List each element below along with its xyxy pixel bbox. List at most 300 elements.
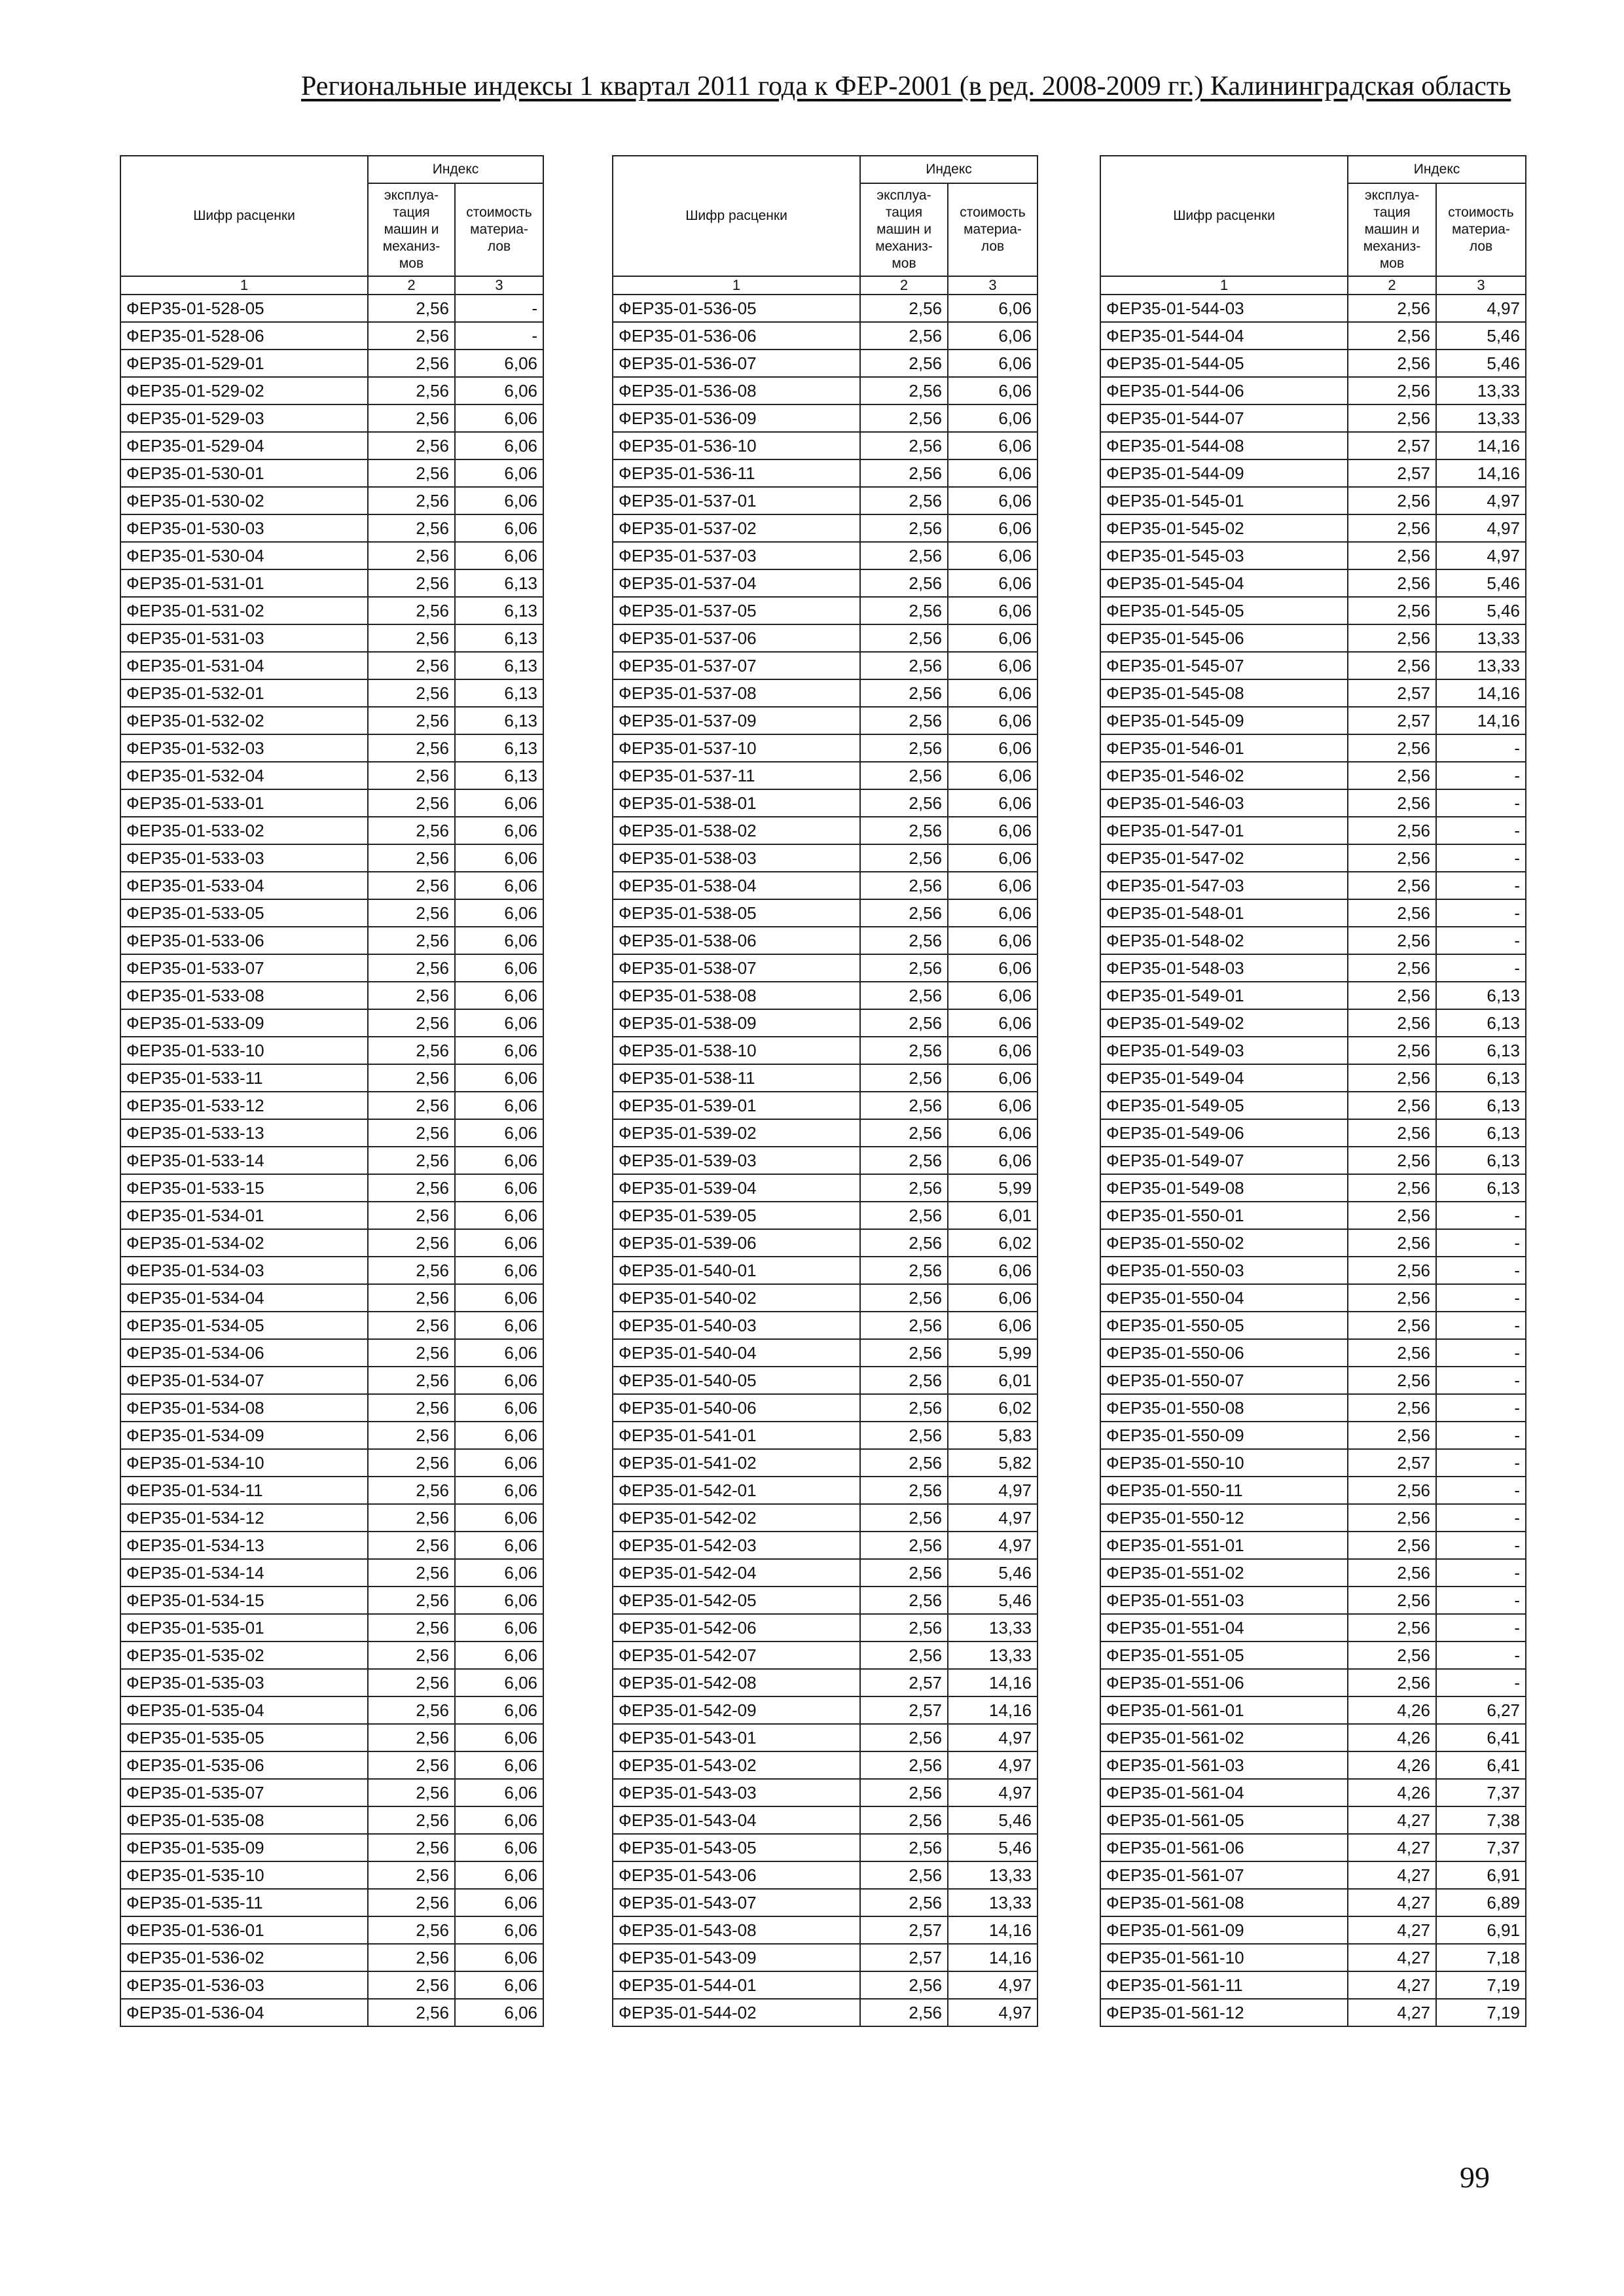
machines-index-cell: 2,56 <box>368 350 455 377</box>
materials-index-cell: 6,06 <box>455 1971 543 1999</box>
materials-index-cell: 4,97 <box>948 1779 1038 1806</box>
table-body <box>120 295 543 2026</box>
rate-code-cell: ФЕР35-01-539-05 <box>613 1202 860 1229</box>
table-row <box>613 707 1038 734</box>
header-materials: стоимость материа-лов <box>455 183 543 276</box>
header-col-number: 2 <box>368 276 455 295</box>
materials-index-cell: 6,06 <box>455 1751 543 1779</box>
machines-index-cell: 2,56 <box>1348 1037 1436 1064</box>
table-row <box>120 1834 543 1861</box>
materials-index-cell: 14,16 <box>1436 459 1526 487</box>
table-row <box>1100 817 1526 844</box>
materials-index-cell: 14,16 <box>1436 679 1526 707</box>
rate-code-cell: ФЕР35-01-536-07 <box>613 350 860 377</box>
machines-index-cell: 2,56 <box>860 1724 948 1751</box>
table-row <box>120 1916 543 1944</box>
table-row <box>120 652 543 679</box>
table-row <box>613 1834 1038 1861</box>
rate-code-cell: ФЕР35-01-535-10 <box>120 1861 368 1889</box>
materials-index-cell: 6,06 <box>455 817 543 844</box>
machines-index-cell: 2,56 <box>368 1119 455 1147</box>
rate-code-cell: ФЕР35-01-547-03 <box>1100 872 1348 899</box>
rate-code-cell: ФЕР35-01-542-04 <box>613 1559 860 1587</box>
rate-code-cell: ФЕР35-01-541-01 <box>613 1422 860 1449</box>
materials-index-cell: 6,06 <box>948 569 1038 597</box>
table-row <box>120 817 543 844</box>
header-materials: стоимость материа-лов <box>1436 183 1526 276</box>
rate-code-cell: ФЕР35-01-551-03 <box>1100 1587 1348 1614</box>
header-col-number: 2 <box>1348 276 1436 295</box>
machines-index-cell: 2,56 <box>1348 295 1436 322</box>
materials-index-cell: 4,97 <box>1436 514 1526 542</box>
rate-code-cell: ФЕР35-01-542-05 <box>613 1587 860 1614</box>
machines-index-cell: 4,27 <box>1348 1999 1436 2026</box>
table-row <box>120 1889 543 1916</box>
table-row <box>1100 1559 1526 1587</box>
rate-code-cell: ФЕР35-01-545-02 <box>1100 514 1348 542</box>
rate-code-cell: ФЕР35-01-542-09 <box>613 1696 860 1724</box>
rate-code-cell: ФЕР35-01-535-11 <box>120 1889 368 1916</box>
header-machines: эксплуа-тация машин и механиз-мов <box>860 183 948 276</box>
rate-code-cell: ФЕР35-01-536-03 <box>120 1971 368 1999</box>
table-row <box>120 872 543 899</box>
materials-index-cell: 6,06 <box>455 432 543 459</box>
machines-index-cell: 2,56 <box>860 679 948 707</box>
materials-index-cell: 6,41 <box>1436 1751 1526 1779</box>
materials-index-cell: 4,97 <box>948 1751 1038 1779</box>
rate-code-cell: ФЕР35-01-544-05 <box>1100 350 1348 377</box>
machines-index-cell: 2,56 <box>368 1916 455 1944</box>
machines-index-cell: 2,56 <box>860 377 948 404</box>
materials-index-cell: 6,06 <box>455 514 543 542</box>
materials-index-cell: - <box>1436 1532 1526 1559</box>
table-row <box>1100 377 1526 404</box>
table-row <box>613 404 1038 432</box>
materials-index-cell: 5,83 <box>948 1422 1038 1449</box>
machines-index-cell: 2,56 <box>368 569 455 597</box>
machines-index-cell: 2,56 <box>860 1009 948 1037</box>
materials-index-cell: 6,06 <box>455 844 543 872</box>
materials-index-cell: 6,06 <box>455 1889 543 1916</box>
rate-code-cell: ФЕР35-01-531-04 <box>120 652 368 679</box>
materials-index-cell: 6,13 <box>455 597 543 624</box>
rate-code-cell: ФЕР35-01-534-14 <box>120 1559 368 1587</box>
machines-index-cell: 2,56 <box>368 432 455 459</box>
rate-code-cell: ФЕР35-01-533-05 <box>120 899 368 927</box>
materials-index-cell: - <box>1436 1504 1526 1532</box>
table-row <box>613 817 1038 844</box>
table-row <box>1100 1064 1526 1092</box>
machines-index-cell: 2,56 <box>860 1092 948 1119</box>
machines-index-cell: 2,56 <box>368 1147 455 1174</box>
machines-index-cell: 2,56 <box>1348 1202 1436 1229</box>
rate-code-cell: ФЕР35-01-538-11 <box>613 1064 860 1092</box>
table-row <box>120 1944 543 1971</box>
rate-code-cell: ФЕР35-01-540-01 <box>613 1257 860 1284</box>
machines-index-cell: 4,27 <box>1348 1806 1436 1834</box>
machines-index-cell: 2,56 <box>368 1944 455 1971</box>
table-row <box>1100 487 1526 514</box>
machines-index-cell: 2,56 <box>860 624 948 652</box>
table-row <box>613 1202 1038 1229</box>
rate-code-cell: ФЕР35-01-534-15 <box>120 1587 368 1614</box>
rate-code-cell: ФЕР35-01-536-09 <box>613 404 860 432</box>
materials-index-cell: 6,06 <box>455 1367 543 1394</box>
machines-index-cell: 2,56 <box>1348 1422 1436 1449</box>
machines-index-cell: 2,56 <box>860 1641 948 1669</box>
index-table-3 <box>1100 155 1526 2027</box>
table-row <box>1100 1779 1526 1806</box>
machines-index-cell: 2,56 <box>368 652 455 679</box>
rate-code-cell: ФЕР35-01-538-05 <box>613 899 860 927</box>
table-row <box>1100 1009 1526 1037</box>
materials-index-cell: 6,06 <box>455 1284 543 1312</box>
rate-code-cell: ФЕР35-01-545-04 <box>1100 569 1348 597</box>
rate-code-cell: ФЕР35-01-539-04 <box>613 1174 860 1202</box>
machines-index-cell: 2,56 <box>1348 1532 1436 1559</box>
machines-index-cell: 2,56 <box>1348 514 1436 542</box>
materials-index-cell: 6,13 <box>455 679 543 707</box>
table-row <box>613 1751 1038 1779</box>
materials-index-cell: 6,06 <box>455 872 543 899</box>
materials-index-cell: 7,19 <box>1436 1999 1526 2026</box>
table-row <box>1100 295 1526 322</box>
table-row <box>613 1312 1038 1339</box>
rate-code-cell: ФЕР35-01-561-06 <box>1100 1834 1348 1861</box>
table-row <box>1100 734 1526 762</box>
materials-index-cell: 6,01 <box>948 1202 1038 1229</box>
machines-index-cell: 2,57 <box>1348 459 1436 487</box>
rate-code-cell: ФЕР35-01-533-10 <box>120 1037 368 1064</box>
materials-index-cell: - <box>1436 1257 1526 1284</box>
materials-index-cell: 6,06 <box>455 789 543 817</box>
rate-code-cell: ФЕР35-01-543-02 <box>613 1751 860 1779</box>
materials-index-cell: 6,06 <box>455 982 543 1009</box>
table-row <box>1100 1147 1526 1174</box>
table-row <box>613 1614 1038 1641</box>
materials-index-cell: - <box>1436 954 1526 982</box>
materials-index-cell: 14,16 <box>1436 707 1526 734</box>
rate-code-cell: ФЕР35-01-538-04 <box>613 872 860 899</box>
rate-code-cell: ФЕР35-01-561-03 <box>1100 1751 1348 1779</box>
rate-code-cell: ФЕР35-01-535-03 <box>120 1669 368 1696</box>
machines-index-cell: 2,56 <box>860 1477 948 1504</box>
materials-index-cell: 6,06 <box>455 1174 543 1202</box>
rate-code-cell: ФЕР35-01-531-01 <box>120 569 368 597</box>
materials-index-cell: 6,06 <box>948 597 1038 624</box>
rate-code-cell: ФЕР35-01-534-02 <box>120 1229 368 1257</box>
rate-code-cell: ФЕР35-01-547-01 <box>1100 817 1348 844</box>
table-row <box>1100 1394 1526 1422</box>
machines-index-cell: 2,57 <box>860 1696 948 1724</box>
machines-index-cell: 2,57 <box>1348 1449 1436 1477</box>
table-row <box>120 1257 543 1284</box>
table-row <box>1100 569 1526 597</box>
materials-index-cell: 6,06 <box>455 1257 543 1284</box>
rate-code-cell: ФЕР35-01-537-02 <box>613 514 860 542</box>
machines-index-cell: 2,56 <box>368 789 455 817</box>
table-row <box>1100 1119 1526 1147</box>
machines-index-cell: 2,56 <box>860 1834 948 1861</box>
machines-index-cell: 4,27 <box>1348 1889 1436 1916</box>
materials-index-cell: 14,16 <box>948 1944 1038 1971</box>
machines-index-cell: 2,57 <box>1348 679 1436 707</box>
materials-index-cell: 13,33 <box>1436 652 1526 679</box>
machines-index-cell: 2,56 <box>1348 322 1436 350</box>
table-row <box>1100 1916 1526 1944</box>
machines-index-cell: 2,56 <box>368 1971 455 1999</box>
machines-index-cell: 2,56 <box>1348 1147 1436 1174</box>
table-row <box>613 679 1038 707</box>
machines-index-cell: 2,56 <box>368 707 455 734</box>
rate-code-cell: ФЕР35-01-561-09 <box>1100 1916 1348 1944</box>
table-row <box>1100 1696 1526 1724</box>
machines-index-cell: 2,56 <box>1348 487 1436 514</box>
rate-code-cell: ФЕР35-01-542-07 <box>613 1641 860 1669</box>
materials-index-cell: 6,13 <box>455 652 543 679</box>
rate-code-cell: ФЕР35-01-547-02 <box>1100 844 1348 872</box>
table-row <box>1100 927 1526 954</box>
table-row <box>613 1229 1038 1257</box>
materials-index-cell: 6,13 <box>455 734 543 762</box>
machines-index-cell: 2,56 <box>860 1312 948 1339</box>
machines-index-cell: 2,56 <box>860 1257 948 1284</box>
rate-code-cell: ФЕР35-01-537-10 <box>613 734 860 762</box>
machines-index-cell: 2,56 <box>368 1174 455 1202</box>
machines-index-cell: 2,56 <box>860 404 948 432</box>
rate-code-cell: ФЕР35-01-537-08 <box>613 679 860 707</box>
table-row <box>120 1422 543 1449</box>
materials-index-cell: 6,13 <box>1436 1174 1526 1202</box>
machines-index-cell: 2,56 <box>1348 1614 1436 1641</box>
materials-index-cell: 6,13 <box>1436 1147 1526 1174</box>
machines-index-cell: 2,56 <box>368 1339 455 1367</box>
rate-code-cell: ФЕР35-01-538-03 <box>613 844 860 872</box>
materials-index-cell: 5,46 <box>1436 569 1526 597</box>
machines-index-cell: 2,56 <box>860 459 948 487</box>
rate-code-cell: ФЕР35-01-543-04 <box>613 1806 860 1834</box>
rate-code-cell: ФЕР35-01-540-03 <box>613 1312 860 1339</box>
table-row <box>613 954 1038 982</box>
materials-index-cell: 6,06 <box>948 459 1038 487</box>
rate-code-cell: ФЕР35-01-551-02 <box>1100 1559 1348 1587</box>
header-col-number: 3 <box>455 276 543 295</box>
materials-index-cell: 6,06 <box>455 1916 543 1944</box>
header-col-number: 2 <box>860 276 948 295</box>
machines-index-cell: 2,56 <box>1348 1009 1436 1037</box>
rate-code-cell: ФЕР35-01-561-01 <box>1100 1696 1348 1724</box>
table-row <box>1100 954 1526 982</box>
machines-index-cell: 2,56 <box>368 844 455 872</box>
materials-index-cell: 6,06 <box>455 1806 543 1834</box>
table-row <box>1100 872 1526 899</box>
machines-index-cell: 2,56 <box>860 1587 948 1614</box>
materials-index-cell: 6,06 <box>948 514 1038 542</box>
materials-index-cell: 6,91 <box>1436 1916 1526 1944</box>
table-row <box>120 1504 543 1532</box>
machines-index-cell: 2,56 <box>368 1779 455 1806</box>
materials-index-cell: 6,06 <box>455 1641 543 1669</box>
header-machines: эксплуа-тация машин и механиз-мов <box>368 183 455 276</box>
table-row <box>613 1504 1038 1532</box>
materials-index-cell: - <box>1436 1641 1526 1669</box>
machines-index-cell: 2,56 <box>860 954 948 982</box>
materials-index-cell: - <box>1436 1367 1526 1394</box>
machines-index-cell: 4,27 <box>1348 1861 1436 1889</box>
machines-index-cell: 2,56 <box>368 295 455 322</box>
materials-index-cell: - <box>1436 927 1526 954</box>
machines-index-cell: 2,56 <box>1348 982 1436 1009</box>
materials-index-cell: 6,89 <box>1436 1889 1526 1916</box>
machines-index-cell: 2,56 <box>860 1174 948 1202</box>
rate-code-cell: ФЕР35-01-534-09 <box>120 1422 368 1449</box>
table-row <box>613 1422 1038 1449</box>
materials-index-cell: 5,46 <box>948 1834 1038 1861</box>
machines-index-cell: 2,56 <box>860 1394 948 1422</box>
materials-index-cell: 6,06 <box>455 1202 543 1229</box>
materials-index-cell: 6,06 <box>455 1092 543 1119</box>
materials-index-cell: 6,06 <box>948 762 1038 789</box>
machines-index-cell: 2,56 <box>1348 927 1436 954</box>
materials-index-cell: - <box>1436 1202 1526 1229</box>
machines-index-cell: 2,56 <box>860 1806 948 1834</box>
machines-index-cell: 2,56 <box>1348 899 1436 927</box>
machines-index-cell: 2,56 <box>1348 844 1436 872</box>
table-row <box>1100 1669 1526 1696</box>
table-row <box>613 1009 1038 1037</box>
rate-code-cell: ФЕР35-01-533-11 <box>120 1064 368 1092</box>
rate-code-cell: ФЕР35-01-540-06 <box>613 1394 860 1422</box>
materials-index-cell: 6,06 <box>455 459 543 487</box>
rate-code-cell: ФЕР35-01-551-06 <box>1100 1669 1348 1696</box>
materials-index-cell: 4,97 <box>1436 542 1526 569</box>
rate-code-cell: ФЕР35-01-533-04 <box>120 872 368 899</box>
materials-index-cell: - <box>455 322 543 350</box>
materials-index-cell: - <box>1436 1229 1526 1257</box>
table-row <box>120 542 543 569</box>
materials-index-cell: 6,06 <box>455 1312 543 1339</box>
machines-index-cell: 2,56 <box>368 1064 455 1092</box>
materials-index-cell: 13,33 <box>948 1614 1038 1641</box>
materials-index-cell: 6,06 <box>455 1147 543 1174</box>
rate-code-cell: ФЕР35-01-545-07 <box>1100 652 1348 679</box>
rate-code-cell: ФЕР35-01-545-08 <box>1100 679 1348 707</box>
materials-index-cell: 6,06 <box>948 1064 1038 1092</box>
rate-code-cell: ФЕР35-01-532-03 <box>120 734 368 762</box>
materials-index-cell: - <box>1436 844 1526 872</box>
materials-index-cell: - <box>1436 1614 1526 1641</box>
table-row <box>120 1449 543 1477</box>
rate-code-cell: ФЕР35-01-533-07 <box>120 954 368 982</box>
machines-index-cell: 2,56 <box>368 1229 455 1257</box>
materials-index-cell: 6,41 <box>1436 1724 1526 1751</box>
table-row <box>120 1202 543 1229</box>
machines-index-cell: 2,56 <box>1348 1587 1436 1614</box>
table-row <box>613 377 1038 404</box>
machines-index-cell: 2,56 <box>860 1064 948 1092</box>
machines-index-cell: 2,56 <box>860 542 948 569</box>
table-row <box>613 1284 1038 1312</box>
materials-index-cell: 6,06 <box>455 377 543 404</box>
table-row <box>120 1229 543 1257</box>
materials-index-cell: 4,97 <box>948 1532 1038 1559</box>
table-row <box>613 1889 1038 1916</box>
header-col-number: 3 <box>948 276 1038 295</box>
table-row <box>1100 1367 1526 1394</box>
header-col-number: 1 <box>1100 276 1348 295</box>
table-row <box>120 844 543 872</box>
machines-index-cell: 2,56 <box>1348 652 1436 679</box>
table-row <box>613 1559 1038 1587</box>
table-row <box>120 1312 543 1339</box>
table-row <box>120 1532 543 1559</box>
table-row <box>1100 432 1526 459</box>
table-row <box>120 1669 543 1696</box>
table-row <box>613 652 1038 679</box>
table-row <box>120 1119 543 1147</box>
table-row <box>613 1971 1038 1999</box>
machines-index-cell: 2,56 <box>860 1119 948 1147</box>
rate-code-cell: ФЕР35-01-538-10 <box>613 1037 860 1064</box>
rate-code-cell: ФЕР35-01-561-08 <box>1100 1889 1348 1916</box>
table-row <box>613 542 1038 569</box>
machines-index-cell: 2,56 <box>860 982 948 1009</box>
table-row <box>1100 459 1526 487</box>
materials-index-cell: 6,06 <box>455 350 543 377</box>
table-row <box>613 844 1038 872</box>
materials-index-cell: 6,06 <box>455 1587 543 1614</box>
table-row <box>120 1174 543 1202</box>
rate-code-cell: ФЕР35-01-533-03 <box>120 844 368 872</box>
machines-index-cell: 2,56 <box>860 432 948 459</box>
table-row <box>120 1394 543 1422</box>
materials-index-cell: 6,06 <box>948 1092 1038 1119</box>
index-table-1 <box>120 155 544 2027</box>
rate-code-cell: ФЕР35-01-548-03 <box>1100 954 1348 982</box>
materials-index-cell: 7,19 <box>1436 1971 1526 1999</box>
materials-index-cell: 13,33 <box>948 1889 1038 1916</box>
materials-index-cell: 6,13 <box>455 707 543 734</box>
table-row <box>120 1064 543 1092</box>
rate-code-cell: ФЕР35-01-534-04 <box>120 1284 368 1312</box>
materials-index-cell: 6,06 <box>948 295 1038 322</box>
materials-index-cell: 6,06 <box>455 1724 543 1751</box>
machines-index-cell: 2,56 <box>860 295 948 322</box>
rate-code-cell: ФЕР35-01-539-03 <box>613 1147 860 1174</box>
materials-index-cell: - <box>1436 1559 1526 1587</box>
rate-code-cell: ФЕР35-01-544-04 <box>1100 322 1348 350</box>
rate-code-cell: ФЕР35-01-550-08 <box>1100 1394 1348 1422</box>
rate-code-cell: ФЕР35-01-543-03 <box>613 1779 860 1806</box>
machines-index-cell: 2,56 <box>860 1614 948 1641</box>
materials-index-cell: 6,13 <box>1436 1064 1526 1092</box>
materials-index-cell: 6,06 <box>948 624 1038 652</box>
rate-code-cell: ФЕР35-01-537-03 <box>613 542 860 569</box>
table-row <box>1100 1861 1526 1889</box>
rate-code-cell: ФЕР35-01-561-07 <box>1100 1861 1348 1889</box>
rate-code-cell: ФЕР35-01-541-02 <box>613 1449 860 1477</box>
rate-code-cell: ФЕР35-01-561-02 <box>1100 1724 1348 1751</box>
table-row <box>120 404 543 432</box>
table-row <box>1100 1614 1526 1641</box>
machines-index-cell: 2,56 <box>860 899 948 927</box>
rate-code-cell: ФЕР35-01-539-01 <box>613 1092 860 1119</box>
rate-code-cell: ФЕР35-01-546-02 <box>1100 762 1348 789</box>
machines-index-cell: 2,56 <box>860 707 948 734</box>
materials-index-cell: 5,46 <box>1436 322 1526 350</box>
materials-index-cell: 5,99 <box>948 1174 1038 1202</box>
materials-index-cell: 4,97 <box>1436 487 1526 514</box>
